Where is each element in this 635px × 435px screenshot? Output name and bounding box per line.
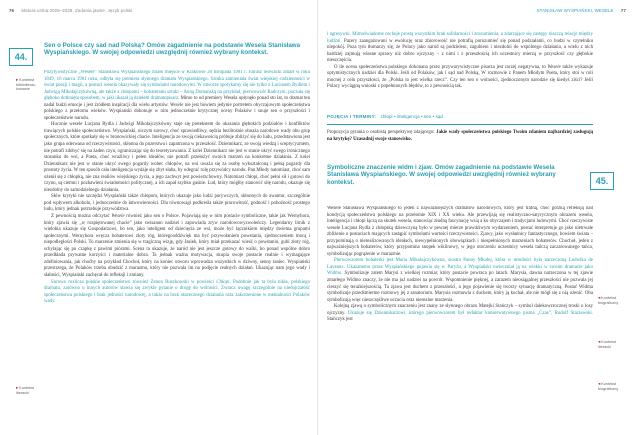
text-run: Hucznie wesele Lucjana Rydla i Jadwigi Mikołajczykówny staje się pretekstem do ukazania głębokich podziałów i konfliktów trawiących polskie społeczeństwo. Wyspiański, niczym surowy, choć sprawiedliwy, sędzia bezlitośnie obnaża narodowe wady obu grup społecznych, które spotkały się w bronowickiej chacie. Inteligencja ze swoją ciekawością próbuje zbliżyć się do ludu, przedstawiona jest jako grupa oderwana od rzeczywistości, skłonna do pozerstwa i zapatrzona w przeszłość. Dziennikarz, ze swoją wiedzą i sceptycyzmem, nie potrafi zdobyć się na żaden czyn, ograniczając się do teoretyzowania. Z kolei Dziennikarz nie jest w stanie ukryć swego ironicznego stosunku do wsi, a Poeta, choć wrażliwy i pełen ideałów, nie potrafi przełożyć swoich marzeń na konkretne działania. Z kolei Dziennikarz nie jest w stanie ukryć swego pogardy wobec chłopów, na wsi uważa się za osobę wykształconą i pełną pogardy dla prostoty życia. W ten sposób cała inteligencja wydaje się zbyt słaba, by odegrać rolę przywódcy narodu. Pan Młody natomiast, choć sam ożenił się z chłopką, nie zna realiów wiejskiego życia, a jego zachwyt jest powierzchowny. Natomiast chłopi, choć pełni sił i gotowi do czynu, są ciemni i pozbawieni świadomości politycznej, a ich zapał szybko gaśnie. Lud, który mógłby stanowić siłę narodu, okazuje się niezdolny do samodzielnego działania. [44,122,310,193]
paragraph [327,258,593,304]
text-run: również jako sen o Polsce. Pojawiają się w nim postacie symboliczne, takie jak Wernyhora, który zjawia się „w rozpiętowanej chacie” jako swisanun nadziei i zapowiada zryw narodowowyzwoleńczy. Legendarny lirnik z wielobia ukazuje się Gospodarzowi, bo ten, jako inteligent od dziecięcia ze wsi, może być łącznikiem między dwiema grupami społecznymi. Wernyhora wręcza bohaterowi złoty róg, któregooddźwięk ma być przywołaniem powstania, zjednoczeniem mocą i niepodległości Polski. To marzenie zmienia się w tragiczną wizję, gdy Jasiek, który miał przekazać wieść o powstaniu, gubi złoty róg, schylając się po czapkę z pawimi piórami. Scena ta ukazuje, że naród nie jest jeszcze gotowy do walki, bo ponad wspólne dobro przedkłada prywatne korzyści i materialne dobra. Ta jednak ważna motywacja, skupia swoje postacie realnie i wymagające zdefiniowania, jak choćby na przykład Chochoł, który na koniec utworu wprowadza wszystkich w dziwny, senny taniec. Wyspiański przestrzega, że Polaków trzeba obudzić z marazmu, który nie pozwala im na podjęcie realnych działań. Ukazując nam jego wady i słabości, Wyspiański zachęcał do refleksji i zmiany. [44,214,310,278]
proposal-question [327,130,593,143]
paragraph [44,122,310,194]
margin-note-left-1: ▸ Kontekst biblioliterac-kowanie [16,77,37,92]
text-run: Wesele [170,102,184,108]
text-run: Wesele Stanisława Wyspiańskiego to jeden z najważniejszych dramatów narodowych, który jest trafną, choć gorzką refleksją nad kondycją społeczeństwa polskiego na przełomie XIX i XX wieku. Ale przewijają się realistyczno-satyrycznym obrazem wesela, inteligencja i chłopi łączą na skutek wesela, stanowiąc złudną fascynację wsią a ku obyczajem i tradycjami ludowymi. Choć rzeczywiste wesele Lucjana Rydla z chłopską dziewczyną było w pewnej mierze prawdziwym wydarzeniem, postać interpretuje go jako nietrwałe zbliżenie o postaciach mających zastąpić symbolami wartości rzeczywistości. Zjawy, jako wysłannicy fantastycznego, bowiem świata – przypominają o nierealizowanych ideałach, niewypełnionych obowiązkach i niespełnionych marzeniach bohaterów. Chochoł, jeden z najważniejszych bohaterów, który przypomina snopek wiklinowy, w jego otoczeniu uczestnicy wesela tańczą zaczarowanego tańca, symbolizując pogrążenie w marazmie. [327,206,593,257]
left-running-head-title: Matura ustna 2026–2028. Zadania jawne. Język polski [21,8,133,13]
text-run: Wesele [111,214,125,220]
paragraph [44,214,310,279]
text-run: Ukazuje się Dziennikarzowi, którego pierwowzorem był redaktor konserwatywnego pisma „Czas”, Rudolf Starzewski. [345,310,593,316]
right-page [318,0,635,435]
right-running-head [537,8,626,13]
text-run: Wesele [545,64,561,70]
margin-note-right-1: ◂ Kontekst biograficzny [598,295,619,305]
text-run: Z pewnością można odczytać [51,214,112,220]
text-run: Symbolizuje zatem Marysi z wielkiej rozmiar, który postacie powraca po latach. Marysia, dawna narzeczona w tej zjawie zmarłego Widmo znaczy, że nie ma już nadziei na powrót. Wspomnienie pięknej, a zarazem nieosiągalnej przeszłości nie pozwala jej cieszyć się teraźniejszością. Ta zjawa jest duchem z przeszłości, a jego pojawienie się tworzy sytuację dramatyczną. Postać Widma symbolizuje przedśmiertne rozmowy jej z sanatorium. Marysia rozmawia z duchem, który ją kochał, ale nie mógł się z nią ożenić. Oba symbolizują więc nieszczęśliwe uczucia oraz nierealne marzenia. [327,271,593,303]
text-run: Kolejną zjawą o symbolicznym znaczeniu jest znany ze słynnego obrazu Matejki Stańczyk – symbol dalekowzrocznej troski o losy ojczyzny. [327,304,593,316]
text-run: O ile ocena społeczeństwa polskiego dokonana przez przywarywistyczne pisarza jest raczej negatywna, to [334,64,546,70]
concepts-line [327,114,443,119]
arrow-left-icon: ◂ [598,339,601,344]
text-run: Jakie wady społeczeństwa polskiego Twoim zdaniem najbardziej zasługują na krytykę? Uzasadnij swoje stanowisko. [327,130,594,142]
text-run: Pozytywistyczne „Wesele” Stanisława Wyspiańskiego miało miejsce w Krakowie 20 listopada 1901 r. Juliusz Słowacki zmarł w roku 1849, 16 marca 1901 roku, odbyła się premiera słynnego dramatu Wyspiańskiego. Sztuka zamieniała świat wiejskiej codzienności w świat poezji i magii, a postaci wesela okazywały się symbolami narodowymi. W utworze spotykamy się nie tylko z Luciusem Rydlem i Jadwigą Mikołajczykówną, ale także z chłopami – bohaterami sztuki – Anną Domańską na przykład, pierwowzór Radczyni, poczuła się głęboko dotknięta sposobem, w jaki ukazał ją dziełem dramatopisarz. [44,70,310,102]
arrow-right-icon: ▸ [16,77,19,82]
left-running-head [9,8,132,13]
task-number-45: 45. [590,172,614,190]
paragraph [44,280,310,306]
paragraph [327,130,593,143]
left-page-number: 76 [9,8,15,13]
arrow-right-icon: ▸ [16,385,19,390]
margin-note-right-2: ◂ Kontekst literacki [598,339,617,349]
concepts-items: chłopi • inteligencja • sen • sąd [380,114,443,119]
text-run: i agresywni. Mimoświadome cechuje prostą wszystkim brak solidarności i zrozumienia, a zdarzające się zastępy niszczą relacje między ludźmi. [327,32,593,44]
text-run: Chłopi [216,279,230,285]
text-run: Pierwowzorem bohaterki jest Maria Mikołajczykówna, siostra Panny Młodej, która w młodości była narzeczoną Ludwika de Laveaux. Ukazanemu przez Wyspiańskiego pojawia się w Paryżu, a Wyspiański uwieczniał ją na wiekki w swoim dramacie jako Widmo. [327,258,593,277]
left-body-text [44,70,310,430]
arrow-left-icon: ◂ [598,381,601,386]
paragraph [327,32,593,65]
paragraph [44,194,310,214]
right-page-number: 77 [620,8,626,13]
arrow-left-icon: ◂ [598,295,601,300]
concepts-rule [327,124,593,125]
paragraph [327,206,593,258]
paragraph [327,65,593,91]
paragraph [44,70,310,122]
margin-note-left-2: ▸ Kontekst literacki [16,385,35,395]
task-45-title: Symboliczne znaczenie widm i zjaw. Omów zagadnienie na podstawie Wesela Stanisława Wyspiańskiego. W swojej odpowiedzi uwzględnij również wybrany kontekst. [327,164,556,186]
text-run: Stańczyk jest [327,317,353,323]
right-top-text [327,32,593,91]
text-run: nie jest bowiem jedynie portretem obyczajowym społeczeństwa polskiego z przełomu wieków. Wyspiański dokonuje w nim jednocześnie krytycznej oceny Polaków i snuje sen o przyszłości i społeczeństwie narodu. [44,102,310,121]
text-run: Propozycja pytania o osobistą perspektywę zdającego: [327,130,437,135]
paragraph [327,304,593,324]
text-run: Surowo rozlicza polskie społeczeństwo również Zenon Ruszkowski w powieści [51,279,217,285]
text-run: także wykazuje optymistycznych nadziei dla Polski. Jeśli od Polaków, jak i sąd nad Polską, W rozmowie z Panem Młodym Poeta, który stoi w roli mocnej z celu przyszłości, że „Polska to jest wielka rzecz”. Czy ten sen o wolności, zjednoczonym narodzie się kiedyś ziści? Jeśli Polacy wyciągną wnioski z popełnionych błędów, to z pewnością tak. [327,64,593,90]
task-number-44: 44. [9,48,33,66]
text-run: . Podobnie jak ta była nikła, polskiego dramatu, zarówno u innych autorów stawia się zwykle pytanie o drogę do wolności. Zwraca uwagę szczególnie na niedojrzałość społeczeństwa polskiego i brak jedności narodowej, a także na brak skutecznego działania oraz zakorzenione w mentalności Polaków wady. [44,279,310,305]
right-running-head-title: STANISŁAW WYSPIAŃSKI, WESELE [536,8,614,13]
text-run: Pazery zaangażowani w ewolucję oraz zbiorowość nie potrafią porozumieć się ponad podziałami, co budzi w czytelniku niepokój. Poza tym tłumaczy się, że Polacy jako naród są podzieleni, zagubieni i niezdolni do wspólnego działania, a wielu z nich bardziej zajmują własne sprawy niż dobro ojczyzny – z nimi i z przeszłością ich uczestnicy mierzą w przyszłość czy głębokie nieszczęścia. [327,38,593,64]
margin-note-right-3: ◂ Kontekst biograficzny [598,381,619,391]
concepts-label: POJĘCIA I TERMINY: [327,114,377,119]
right-body-text [327,206,593,430]
text-run: Mimo to od premiery Wesela upłynęło ponad sto lat, to dramat ten nadal budzi emocje i jest źródłem inspiracji dla wielu artystów. [44,96,310,108]
text-run: Słów krytyki nie szczędzi Wyspiański także chłopom, których ukazuje jako ludzi porywczych, skłonnych do awantur, szczególnie pod wpływem alkoholu, i jednocześnie do łatwowierności. Dla równowagi podkreśla także pracowitość, godność i poboźność prostego ludu, który jednak potrzebuje przywództwa. [44,194,310,213]
left-page [0,0,317,435]
task-44-title: Sen o Polsce czy sad nad Polską? Omów zagadnienie na podstawie Wesela Stanisława Wyspiańskiego. W swojej odpowiedzi uwzględnij również wybrany kontekst. [44,42,301,57]
